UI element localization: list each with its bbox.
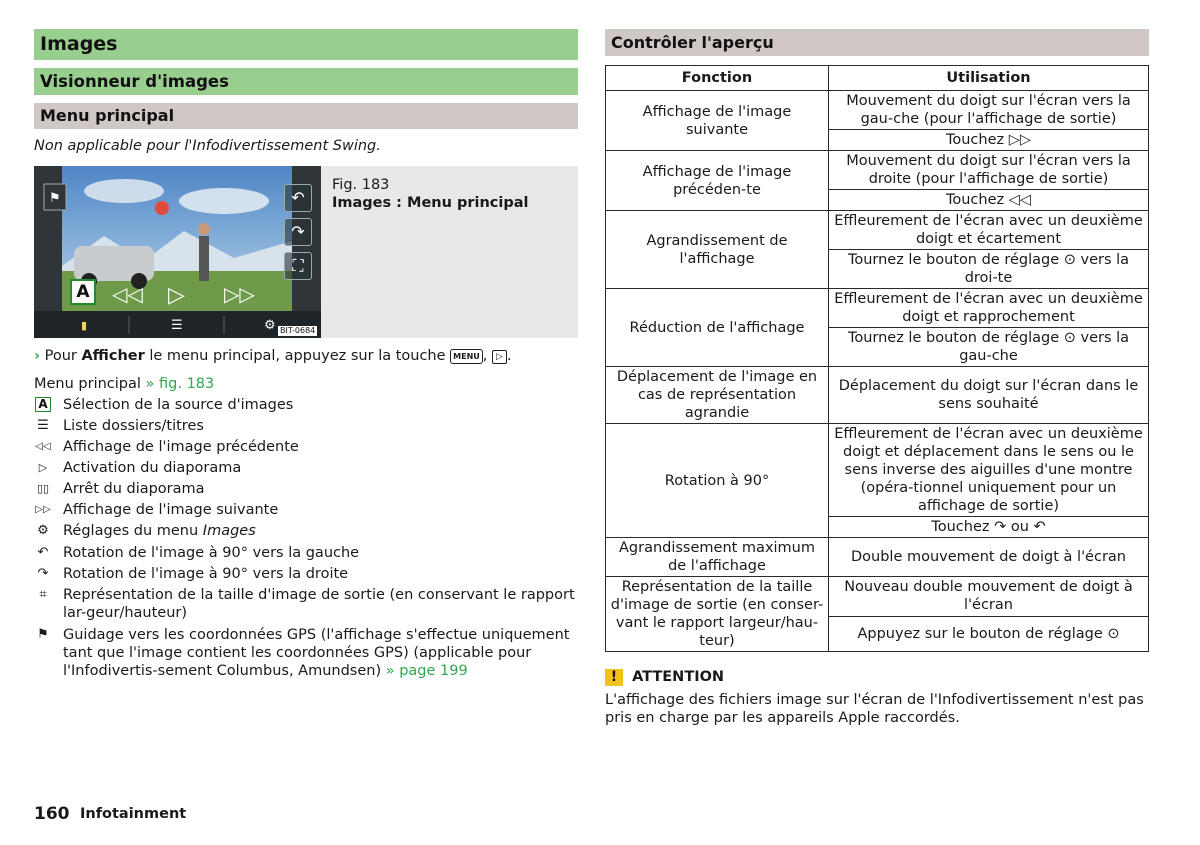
legend-text: Rotation de l'image à 90° vers la droite (63, 566, 349, 582)
figure-code: BIT-0684 (280, 326, 316, 335)
next-icon: ▷▷ (35, 504, 51, 515)
photo-scene (34, 166, 321, 338)
legend-text: Rotation de l'image à 90° vers la gauche (63, 545, 360, 561)
pause-icon: ▯▯ (36, 482, 50, 495)
legend-text: Liste dossiers/titres (63, 418, 204, 434)
rotate-left-icon[interactable]: ↶ (284, 184, 312, 212)
table-row (606, 151, 1149, 190)
svg-text:▷: ▷ (168, 283, 185, 308)
table-row (606, 577, 1149, 617)
attention-heading (605, 668, 724, 686)
svg-text:◁◁: ◁◁ (112, 282, 143, 306)
play-icon: ▷ (38, 461, 48, 474)
svg-text:▮: ▮ (81, 319, 88, 332)
attention-title: ATTENTION (632, 669, 725, 685)
usage-cell: Tournez le bouton de réglage ⊙ vers la droi-te (829, 250, 1149, 289)
usage-cell: Nouveau double mouvement de doigt à l'écran (829, 577, 1149, 617)
table-row (606, 424, 1149, 517)
usage-cell: Effleurement de l'écran avec un deuxième doigt et écartement (829, 211, 1149, 250)
function-cell: Réduction de l'affichage (606, 289, 829, 367)
usage-cell: Effleurement de l'écran avec un deuxième doigt et rapprochement (829, 289, 1149, 328)
settings-icon: ⚙ (37, 523, 49, 538)
fit-size-icon[interactable]: ⛶ (284, 252, 312, 280)
svg-text:⚑: ⚑ (49, 191, 61, 206)
col-header-usage: Utilisation (829, 66, 1149, 91)
legend-text: Affichage de l'image suivante (63, 502, 279, 518)
chapter-name: Infotainment (80, 806, 187, 822)
table-section-title: Contrôler l'aperçu (605, 29, 1149, 56)
legend-text: Sélection de la source d'images (63, 397, 294, 413)
applicability-note: Non applicable pour l'Infodivertissement Swing. (34, 138, 381, 154)
function-cell: Affichage de l'image suivante (606, 91, 829, 151)
instruction-text: le menu principal, appuyez sur la touche (144, 348, 451, 364)
subsection-title: Visionneur d'images (34, 68, 578, 95)
menu-title (34, 375, 214, 393)
usage-cell: Effleurement de l'écran avec un deuxième doigt et déplacement dans le sens ou le sens inverse des aiguilles d'une montre (opéra-tionnel uniquement pour un affichage de sortie) (829, 424, 1149, 517)
table-row (606, 211, 1149, 250)
callout-a: A (70, 279, 96, 305)
legend-text: Réglages du menu Images (63, 523, 256, 539)
function-cell: Affichage de l'image précéden-te (606, 151, 829, 211)
warning-icon: ! (605, 669, 623, 686)
fit-size-icon: ⌗ (39, 587, 47, 602)
usage-cell: Touchez ↷ ou ↶ (829, 517, 1149, 538)
svg-text:▷▷: ▷▷ (224, 282, 255, 306)
gps-flag-icon: ⚑ (37, 627, 49, 642)
legend-text: Affichage de l'image précédente (63, 439, 299, 455)
image-key-icon: ▷ (492, 350, 507, 364)
function-cell: Agrandissement maximum de l'affichage (606, 538, 829, 577)
instruction: › Pour Afficher le menu principal, appuyez sur la touche MENU , ▷ . (34, 348, 512, 364)
figure-183 (34, 166, 578, 338)
usage-cell: Appuyez sur le bouton de réglage ⊙ (829, 616, 1149, 651)
list-icon: ☰ (37, 418, 49, 433)
col-header-function: Fonction (606, 66, 829, 91)
rotate-right-icon[interactable]: ↷ (284, 218, 312, 246)
arrow-icon: › (34, 348, 40, 364)
menu-key-icon: MENU (450, 349, 483, 364)
page-number: 160 (34, 804, 70, 824)
usage-cell: Touchez ▷▷ (829, 130, 1149, 151)
infotainment-screen (34, 166, 321, 338)
svg-text:☰: ☰ (171, 318, 183, 333)
usage-cell: Déplacement du doigt sur l'écran dans le sens souhaité (829, 367, 1149, 424)
svg-text:⚙: ⚙ (264, 318, 276, 333)
function-cell: Déplacement de l'image en cas de représentation agrandie (606, 367, 829, 424)
table-row (606, 289, 1149, 328)
rotate-right-icon: ↷ (37, 566, 49, 581)
legend-text: Arrêt du diaporama (63, 481, 205, 497)
sub-subsection-title: Menu principal (34, 103, 578, 129)
instruction-prefix: Pour (44, 348, 82, 364)
usage-cell: Double mouvement de doigt à l'écran (829, 538, 1149, 577)
instruction-bold: Afficher (81, 348, 145, 364)
usage-cell: Mouvement du doigt sur l'écran vers la gau-che (pour l'affichage de sortie) (829, 91, 1149, 130)
figure-caption: Images : Menu principal (332, 195, 529, 211)
table-row (606, 367, 1149, 424)
table-row (606, 91, 1149, 130)
instruction-end: . (507, 348, 512, 364)
usage-cell: Tournez le bouton de réglage ⊙ vers la gau-che (829, 328, 1149, 367)
legend-text: Représentation de la taille d'image de sortie (en conservant le rapport lar-geur/hauteur) (63, 587, 575, 621)
attention-text: L'affichage des fichiers image sur l'écran de l'Infodivertissement n'est pas pris en charge par les appareils Apple raccordés. (605, 692, 1144, 726)
figure-link[interactable]: » fig. 183 (145, 376, 215, 392)
legend-text: Guidage vers les coordonnées GPS (l'affichage s'effectue uniquement tant que l'image contient les coordonnées GPS) (applicable pour l'Infodivertis-sement Columbus, Amundsen) » page 199 (63, 627, 570, 679)
section-title: Images (34, 29, 578, 60)
legend-text: Activation du diaporama (63, 460, 242, 476)
function-cell: Rotation à 90° (606, 424, 829, 538)
usage-cell: Mouvement du doigt sur l'écran vers la droite (pour l'affichage de sortie) (829, 151, 1149, 190)
figure-number: Fig. 183 (332, 177, 390, 193)
function-cell: Agrandissement de l'affichage (606, 211, 829, 289)
rotate-left-icon: ↶ (37, 545, 49, 560)
table-row (606, 538, 1149, 577)
callout-a-icon: A (34, 396, 52, 414)
usage-cell: Touchez ◁◁ (829, 190, 1149, 211)
function-cell: Représentation de la taille d'image de sortie (en conser-vant le rapport largeur/hau-teur) (606, 577, 829, 652)
controls-table (605, 65, 1149, 652)
menu-title-text: Menu principal (34, 376, 141, 392)
page-link[interactable]: » page 199 (385, 663, 468, 679)
previous-icon: ◁◁ (35, 441, 51, 452)
